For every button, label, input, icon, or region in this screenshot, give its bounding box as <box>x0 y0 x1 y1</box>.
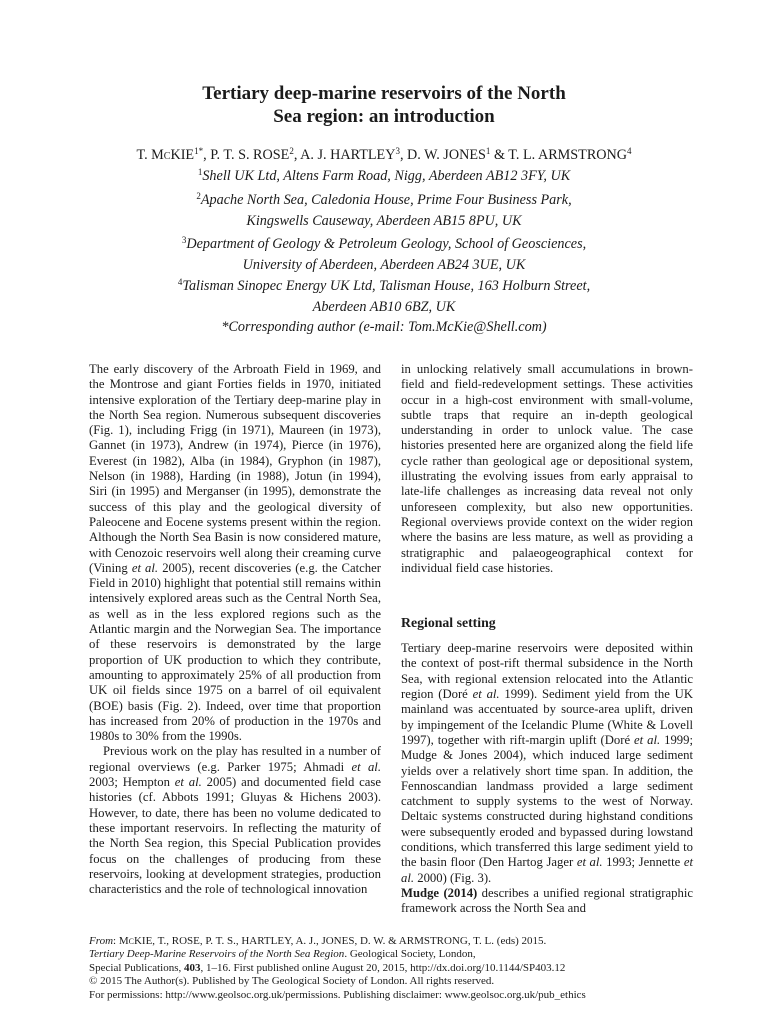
affiliation-2-sup: 2 <box>196 191 201 201</box>
text-run: Tertiary deep-marine reservoirs were deposited within the context of post-rift thermal subsidence in the North Sea, with regional extension relocated into the Atlantic region (Doré <box>401 641 693 702</box>
author-5-sup: 4 <box>627 146 632 156</box>
text-run: 1993; Jennette <box>602 855 684 870</box>
affiliation-3-line-2: University of Aberdeen, Aberdeen AB24 3UE, UK <box>242 257 526 273</box>
affiliation-4-line-2: Aberdeen AB10 6BZ, UK <box>312 299 456 315</box>
corresponding-author <box>60 317 708 338</box>
text-run: 2005) and documented field case histories (cf. Abbots 1991; Gluyas & Hichens 2003). However, to date, there has been no volume dedicated to these important reservoirs. In reflecting the maturity of the North Sea region, this Special Publication provides focus on the challenges of producing from these reservoirs, looking at development strategies, production characteristics and the role of technological innovation <box>89 775 381 897</box>
author-4: , D. W. JONES <box>399 147 486 163</box>
doi-link: , 1–16. First published online August 20, 2015, http://dx.doi.org/10.1144/SP403.12 <box>200 961 566 974</box>
affiliation-2 <box>60 190 708 232</box>
left-paragraph-2 <box>89 744 381 897</box>
italic-run: et al. <box>401 855 693 885</box>
author-2: , P. T. S. ROSE <box>203 147 290 163</box>
text-run: Special Publications, <box>89 961 185 974</box>
text-run: 2005), recent discoveries (e.g. the Catcher Field in 2010) highlight that potential still remains within intensively explored areas such as the Central North Sea, as well as in the less explored regions such as the Atlantic margin and the Norwegian Sea. The importance of these reservoirs is demonstrated by the large proportion of UK production to which they contribute, amounting to approximately 25% of all production from UK oil fields since 1975 on a barrel of oil equivalent (BOE) basis (Fig. 2). Indeed, over time that proportion has increased from 20% of production in the 1970s and 1980s to 30% from the 1990s. <box>89 560 381 744</box>
italic-run: et al. <box>472 687 500 702</box>
footer-line-3 <box>89 962 699 975</box>
author-2-sup: 2 <box>289 146 294 156</box>
affiliation-4-sup: 4 <box>177 277 183 287</box>
footer-line-1 <box>89 935 699 948</box>
title-line-2: Sea region: an introduction <box>273 106 495 127</box>
italic-run: et al. <box>131 560 159 575</box>
footer-line-4: © 2015 The Author(s). Published by The Geological Society of London. All rights reserved. <box>89 975 495 988</box>
affiliation-2-line-2: Kingswells Causeway, Aberdeen AB15 8PU, UK <box>246 213 522 229</box>
italic-run: From <box>89 935 114 947</box>
text-run: Previous work on the play has resulted in a number of regional overviews (e.g. Parker 1975; Ahmadi <box>89 744 381 774</box>
text-run: 1999). Sediment yield from the UK mainland was accentuated by source-area uplift, driven by impingement of the Icelandic Plume (White & Lovell 1997), together with rift-margin uplift (Doré <box>401 687 693 747</box>
footer-line-2 <box>89 948 699 961</box>
author-3-sup: 3 <box>395 146 400 156</box>
text-run: (eds) 2015. <box>494 935 547 947</box>
affiliation-1-line-1: Shell UK Ltd, Altens Farm Road, Nigg, Aberdeen AB12 3FY, UK <box>202 168 571 184</box>
title-line-1: Tertiary deep-marine reservoirs of the North <box>202 83 566 104</box>
affiliation-4 <box>60 276 708 318</box>
italic-run: et al. <box>351 759 381 774</box>
author-1-surname-tail: cKIE <box>163 147 195 163</box>
affiliation-1-sup: 1 <box>197 167 203 177</box>
affiliation-1 <box>60 166 708 187</box>
italic-run: Tertiary Deep-Marine Reservoirs of the North Sea Region <box>89 948 345 961</box>
text-run: describes a unified regional stratigraphic framework across the North Sea and <box>401 885 693 916</box>
text-run: 2003; Hempton <box>89 775 175 790</box>
author-4-sup: 1 <box>485 146 491 156</box>
italic-run: et al. <box>174 775 202 790</box>
section-heading-regional-setting: Regional setting <box>401 615 496 631</box>
italic-run: et al. <box>634 732 661 747</box>
footer-line-5: For permissions: http://www.geolsoc.org.uk/permissions. Publishing disclaimer: www.geolsoc.org.uk/pub_ethics <box>89 988 586 1001</box>
text-run: The early discovery of the Arbroath Field in 1969, and the Montrose and giant Forties fields in 1970, initiated intensive exploration of the Tertiary deep-marine play in the North Sea region. Numerous subsequent discoveries (Fig. 1), including Frigg (in 1971), Maureen (in 1973), Gannet (in 1973), Andrew (in 1974), Pierce (in 1976), Everest (in 1982), Alba (in 1984), Gryphon (in 1987), Nelson (in 1988), Harding (in 1988), Jotun (in 1994), Siri (in 1995) and Merganser (in 1995), demonstrate the success of this play and the geological diversity of Paleocene and Eocene systems present within the region. Although the North Sea Basin is now considered mature, with Cenozoic reservoirs well along their creaming curve (Vining <box>89 362 381 575</box>
affiliation-3-sup: 3 <box>181 235 187 245</box>
text-run: : M <box>113 935 129 947</box>
affiliation-3 <box>60 234 708 276</box>
text-run: 2000) (Fig. 3). <box>414 870 492 885</box>
bold-run: 403 <box>184 961 201 974</box>
author-1-initial: T. M <box>136 147 164 163</box>
right-paragraph-2 <box>401 641 693 916</box>
author-3: , A. J. HARTLEY <box>293 147 396 163</box>
affiliation-2-line-1: Apache North Sea, Caledonia House, Prime Four Business Park, <box>200 192 572 208</box>
text-run: . Geological Society, London, <box>344 948 476 961</box>
italic-run: et al. <box>576 855 603 870</box>
author-list <box>0 146 768 164</box>
author-1-sup: 1* <box>194 146 204 156</box>
text-run: 1999; Mudge & Jones 2004), which induced large sediment yields over a relatively short time span. In addition, the Fennoscandian landmass provided a large sediment catchment to supply systems to the west of Norway. Deltaic systems constructed during highstand conditions were subsequently eroded and bypassed during lowstand conditions, which transferred this large sediment yield to the basin floor (Den Hartog Jager <box>401 732 694 870</box>
left-column <box>89 362 381 897</box>
left-paragraph-1 <box>89 362 381 744</box>
affiliation-4-line-1: Talisman Sinopec Energy UK Ltd, Talisman House, 163 Holburn Street, <box>182 278 591 294</box>
bold-run: Mudge (2014) <box>401 885 478 900</box>
citation-footer <box>89 935 699 1002</box>
right-paragraph-1: in unlocking relatively small accumulations in brown-field and field-redevelopment settings. These activities occur in a high-cost environment with small-volume, subtle traps that require an in-depth geological understanding in order to unlock value. The case histories presented here are organized along the field life cycle rather than geological age or depositional system, illustrating the evolving issues from early appraisal to late-life challenges as increasing data reveal not only unforeseen complexity, but also new opportunities. Regional overviews provide context on the wider region where the basins are less mature, as well as providing a stratigraphic and palaeogeographical context for individual field case histories. <box>401 362 693 575</box>
author-5: & T. L. ARMSTRONG <box>490 147 628 163</box>
small-caps-run: cKIE, T., ROSE, P. T. S., HARTLEY, A. J., JONES, D. W. & ARMSTRONG, T. L. <box>128 935 495 947</box>
right-column <box>401 362 693 917</box>
paper-title <box>0 82 768 128</box>
affiliation-3-line-1: Department of Geology & Petroleum Geology, School of Geosciences, <box>186 236 587 252</box>
corresponding-author-text: *Corresponding author (e-mail: Tom.McKie@Shell.com) <box>221 319 547 335</box>
